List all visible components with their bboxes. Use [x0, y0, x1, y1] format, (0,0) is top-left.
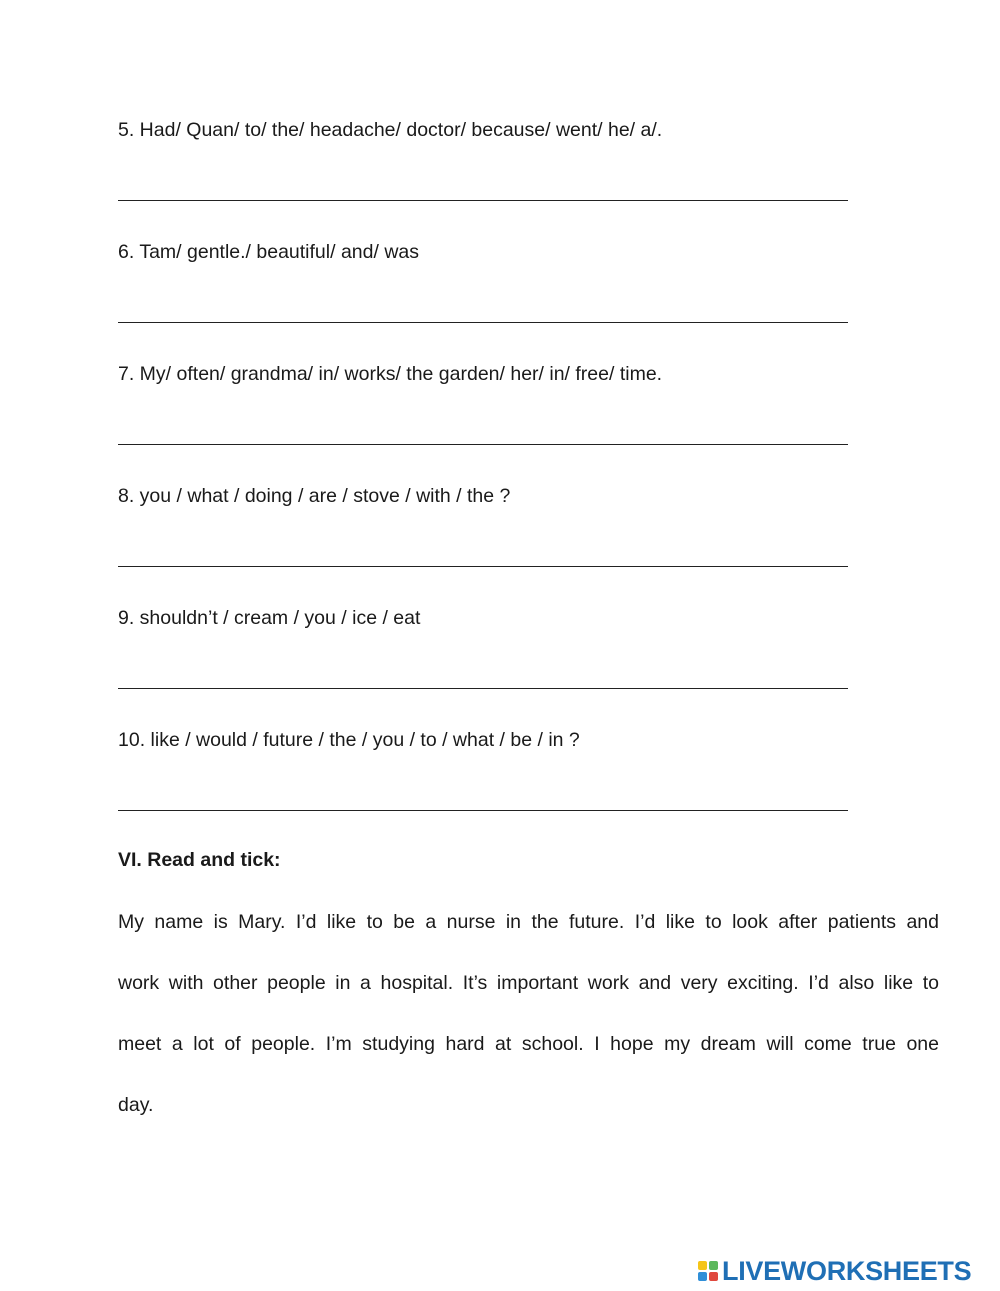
- logo-text: LIVEWORKSHEETS: [722, 1256, 972, 1286]
- question-7: 7. My/ often/ grandma/ in/ works/ the garden/ her/ in/ free/ time.: [118, 363, 663, 385]
- question-8: 8. you / what / doing / are / stove / with / the ?: [118, 485, 511, 507]
- question-6: 6. Tam/ gentle./ beautiful/ and/ was: [118, 241, 419, 263]
- passage-line: work with other people in a hospital. It’s important work and very exciting. I’d also like to: [118, 972, 939, 994]
- passage-line: meet a lot of people. I’m studying hard at school. I hope my dream will come true one: [118, 1033, 939, 1055]
- liveworksheets-logo-icon: [698, 1261, 718, 1281]
- liveworksheets-logo: [698, 1256, 971, 1286]
- answer-line-7[interactable]: [118, 444, 848, 445]
- question-9: 9. shouldn’t / cream / you / ice / eat: [118, 607, 421, 629]
- question-5: 5. Had/ Quan/ to/ the/ headache/ doctor/ because/ went/ he/ a/.: [118, 119, 663, 141]
- answer-line-8[interactable]: [118, 566, 848, 567]
- passage-line: day.: [118, 1094, 154, 1116]
- passage-line: My name is Mary. I’d like to be a nurse in the future. I’d like to look after patients and: [118, 911, 939, 933]
- section-heading: VI. Read and tick:: [118, 849, 281, 871]
- answer-line-6[interactable]: [118, 322, 848, 323]
- question-10: 10. like / would / future / the / you / to / what / be / in ?: [118, 729, 580, 751]
- answer-line-5[interactable]: [118, 200, 848, 201]
- answer-line-10[interactable]: [118, 810, 848, 811]
- answer-line-9[interactable]: [118, 688, 848, 689]
